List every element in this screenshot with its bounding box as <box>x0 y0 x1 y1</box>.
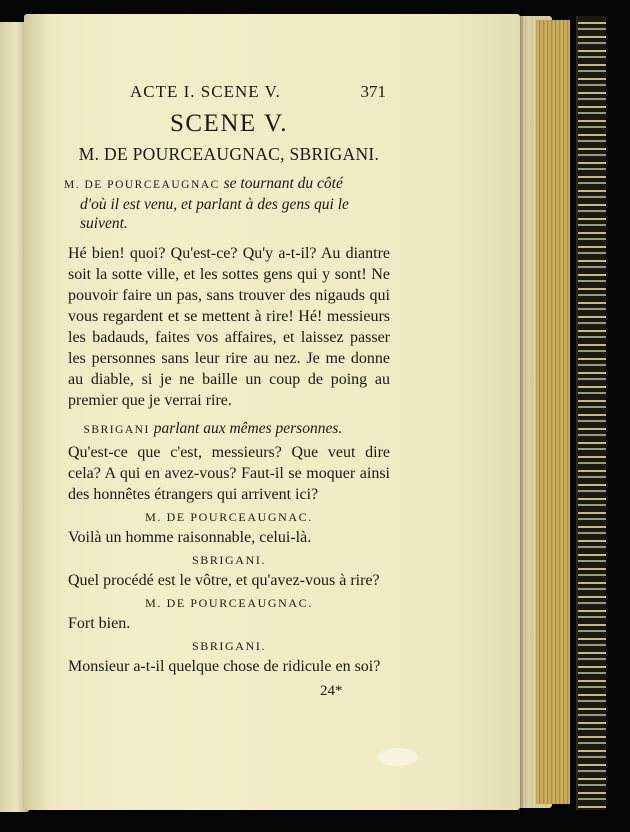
stage-direction-2 <box>68 419 390 440</box>
scene-title: SCENE V. <box>169 110 289 137</box>
direction-continued: d'où il est venu, et parlant à des gens qui le <box>80 196 349 213</box>
decorated-spine <box>576 16 606 810</box>
running-head <box>68 82 390 106</box>
speaker-heading: M. DE POURCEAUGNAC. <box>145 596 313 610</box>
stage-direction-1 <box>64 174 390 233</box>
speech-5: Fort bien. <box>68 615 131 632</box>
speaker-heading: SBRIGANI. <box>191 639 267 653</box>
character-list: M. DE POURCEAUGNAC, SBRIGANI. <box>78 144 380 164</box>
speech-3: Voilà un homme raisonnable, celui-là. <box>68 529 312 546</box>
direction-text: se tournant du côté <box>223 175 343 192</box>
speech-4: Quel procédé est le vôtre, et qu'avez-vous à rire? <box>68 572 380 589</box>
speaker-heading: M. DE POURCEAUGNAC. <box>145 510 313 524</box>
speech-2: Qu'est-ce que c'est, messieurs? Que veut dire cela? A qui en avez-vous? Faut-il se moquer ainsi des honnêtes étrangers qui arrivent ici? <box>68 444 390 503</box>
speaker-name: M. DE POURCEAUGNAC <box>64 179 220 191</box>
speaker-heading: SBRIGANI. <box>191 553 267 567</box>
speaker-name: SBRIGANI <box>83 424 150 436</box>
signature-mark: 24* <box>320 683 343 699</box>
page-number: 371 <box>360 82 386 101</box>
paper-blemish <box>378 748 418 766</box>
running-title: ACTE I. SCENE V. <box>130 82 281 101</box>
gilt-edge <box>536 20 570 804</box>
direction-continued: suivent. <box>80 215 128 232</box>
speech-6: Monsieur a-t-il quelque chose de ridicule en soi? <box>68 658 381 675</box>
page-text <box>64 82 390 707</box>
direction-text: parlant aux mêmes personnes. <box>153 420 343 437</box>
speech-1: Hé bien! quoi? Qu'est-ce? Qu'y a-t-il? Au diantre soit la sotte ville, et les sottes gens qui y sont! Ne pouvoir faire un pas, sans trouver des nigauds qui vous regardent et se mettent à rire! Hé! messieurs les badauds, faites vos affaires, et laissez passer les personnes sans leur rire au nez. Je me donne au diable, si je ne baille un coup de poing au premier que je verrai rire. <box>68 245 390 409</box>
